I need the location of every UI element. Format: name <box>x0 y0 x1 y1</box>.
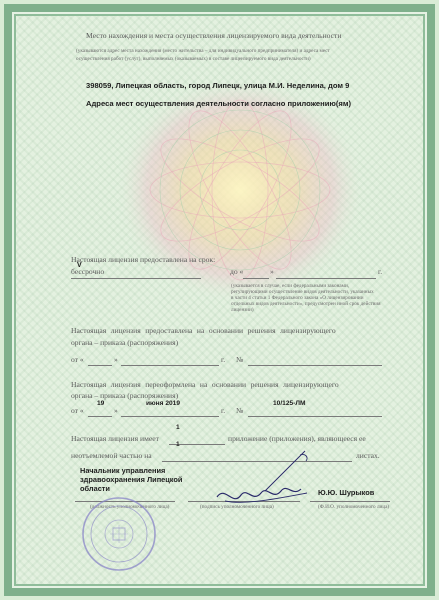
addresses-reference: Адреса мест осуществления деятельности согласно приложению(ям) <box>86 99 351 108</box>
activity-heading: Место нахождения и места осуществления лицензируемого вида деятельности <box>86 31 342 40</box>
appendix-line-1-left: Настоящая лицензия имеет <box>71 434 159 443</box>
term-option: бессрочно <box>71 267 105 276</box>
signatory-position-2: здравоохранения Липецкой <box>80 475 183 484</box>
granted-line-2: органа – приказа (распоряжения) <box>71 338 179 347</box>
term-note-3: в части 4 статьи 1 Федерального закона «О лицензировании <box>231 295 364 301</box>
reissued-day-line <box>88 416 112 417</box>
term-checkmark: V <box>77 262 82 269</box>
term-month-line <box>276 278 376 279</box>
official-seal-stamp <box>80 495 158 573</box>
term-underline <box>71 278 201 279</box>
term-note-5: лицензии) <box>231 307 254 313</box>
appendix-line-1-right: приложение (приложения), являющееся ее <box>228 434 366 443</box>
reissued-year-suffix: г. <box>221 406 226 415</box>
term-day-line <box>243 278 269 279</box>
reissued-line-2: органа – приказа (распоряжения) <box>71 391 179 400</box>
term-note-1: (указывается в случае, если федеральными законами, <box>231 283 350 289</box>
reissued-number: 10/125-ЛМ <box>273 400 306 407</box>
term-until-mid: » <box>270 267 274 276</box>
caption-signature: (подпись уполномоченного лица) <box>200 504 274 510</box>
activity-note-1: (указываются адрес места нахождения (место жительства – для индивидуального предпринимателя) и адреса мест <box>76 48 330 54</box>
appendix-line-2-right: листах. <box>356 451 380 460</box>
granted-line-1: Настоящая лицензия предоставлена на основании решения лицензирующего <box>71 326 336 335</box>
reissued-month-line <box>121 416 219 417</box>
granted-year-suffix: г. <box>221 355 226 364</box>
license-address: 398059, Липецкая область, город Липецк, улица М.И. Неделина, дом 9 <box>86 81 350 90</box>
appendix-count-top: 1 <box>176 424 180 431</box>
term-until-prefix: до « <box>230 267 244 276</box>
name-line <box>310 501 390 502</box>
term-note-4: отдельных видов деятельности», предусмотрен иной срок действия <box>231 301 381 307</box>
granted-from-prefix: от « <box>71 355 84 364</box>
granted-from-mid: » <box>114 355 118 364</box>
reissued-line-1: Настоящая лицензия переоформлена на основании решения лицензирующего <box>71 380 339 389</box>
reissued-number-line <box>248 416 382 417</box>
caption-position: (должность уполномоченного лица) <box>90 504 170 510</box>
reissued-day: 19 <box>97 400 105 407</box>
granted-number-label: № <box>236 355 244 364</box>
granted-day-line <box>88 365 112 366</box>
appendix-count-mid: 1 <box>176 441 180 448</box>
signatory-position-1: Начальник управления <box>80 466 166 475</box>
appendix-line-2-left: неотъемлемой частью на <box>71 451 152 460</box>
reissued-from-mid: » <box>114 406 118 415</box>
caption-name: (Ф.И.О. уполномоченного лица) <box>318 504 390 510</box>
granted-month-line <box>121 365 219 366</box>
reissued-number-label: № <box>236 406 244 415</box>
handwritten-signature <box>205 445 315 515</box>
reissued-from-prefix: от « <box>71 406 84 415</box>
reissued-month: июня 2019 <box>146 400 181 407</box>
signatory-position-3: области <box>80 484 110 493</box>
activity-note-2: осуществления работ (услуг), выполняемых (оказываемых) в составе лицензируемого вида деятельности) <box>76 56 311 62</box>
term-label: Настоящая лицензия предоставлена на срок: <box>71 255 216 264</box>
granted-number-line <box>248 365 382 366</box>
term-note-2: регулирующими осуществление видов деятельности, указанных <box>231 289 374 295</box>
term-until-suffix: г. <box>378 267 383 276</box>
signatory-name: Ю.Ю. Шурыков <box>318 488 375 497</box>
